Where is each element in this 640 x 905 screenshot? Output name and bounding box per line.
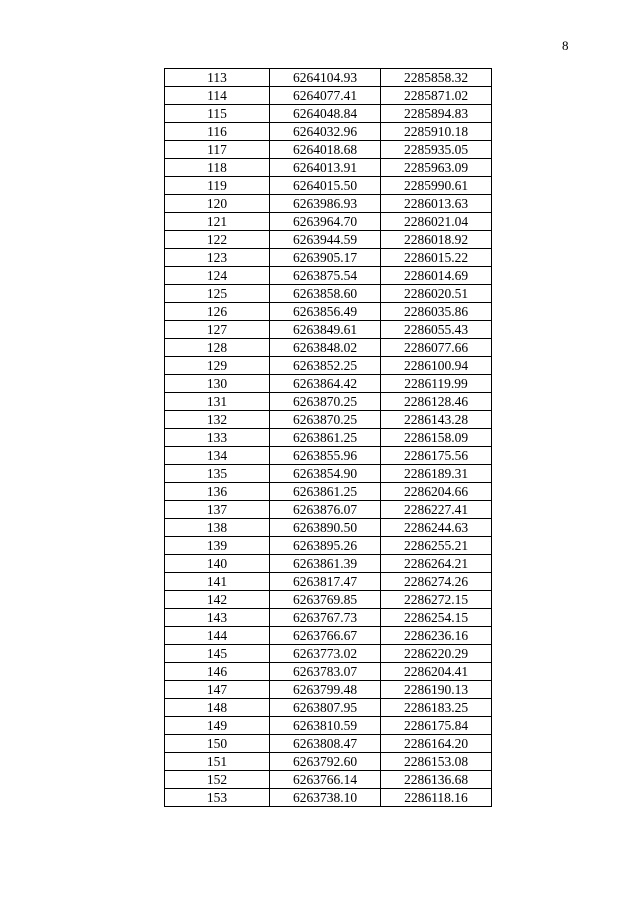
point-number-cell: 143 [165, 609, 270, 627]
table-row [165, 231, 492, 249]
point-number-cell: 151 [165, 753, 270, 771]
point-number-cell: 140 [165, 555, 270, 573]
x-coordinate-cell: 6264015.50 [270, 177, 381, 195]
table-row [165, 87, 492, 105]
point-number-cell: 121 [165, 213, 270, 231]
table-row [165, 123, 492, 141]
y-coordinate-cell: 2286164.20 [381, 735, 492, 753]
y-coordinate-cell: 2285894.83 [381, 105, 492, 123]
x-coordinate-cell: 6263769.85 [270, 591, 381, 609]
table-row [165, 321, 492, 339]
y-coordinate-cell: 2286055.43 [381, 321, 492, 339]
point-number-cell: 116 [165, 123, 270, 141]
table-row [165, 789, 492, 807]
y-coordinate-cell: 2286153.08 [381, 753, 492, 771]
x-coordinate-cell: 6263876.07 [270, 501, 381, 519]
table-row [165, 717, 492, 735]
x-coordinate-cell: 6263767.73 [270, 609, 381, 627]
table-row [165, 627, 492, 645]
point-number-cell: 126 [165, 303, 270, 321]
x-coordinate-cell: 6263766.67 [270, 627, 381, 645]
y-coordinate-cell: 2285963.09 [381, 159, 492, 177]
point-number-cell: 142 [165, 591, 270, 609]
point-number-cell: 117 [165, 141, 270, 159]
table-row [165, 465, 492, 483]
y-coordinate-cell: 2286014.69 [381, 267, 492, 285]
table-row [165, 681, 492, 699]
x-coordinate-cell: 6263890.50 [270, 519, 381, 537]
y-coordinate-cell: 2286272.15 [381, 591, 492, 609]
point-number-cell: 141 [165, 573, 270, 591]
x-coordinate-cell: 6264032.96 [270, 123, 381, 141]
x-coordinate-cell: 6263799.48 [270, 681, 381, 699]
point-number-cell: 119 [165, 177, 270, 195]
table-row [165, 609, 492, 627]
point-number-cell: 138 [165, 519, 270, 537]
point-number-cell: 147 [165, 681, 270, 699]
y-coordinate-cell: 2286274.26 [381, 573, 492, 591]
table-row [165, 537, 492, 555]
y-coordinate-cell: 2286204.66 [381, 483, 492, 501]
table-row [165, 591, 492, 609]
y-coordinate-cell: 2286118.16 [381, 789, 492, 807]
x-coordinate-cell: 6263895.26 [270, 537, 381, 555]
y-coordinate-cell: 2286255.21 [381, 537, 492, 555]
y-coordinate-cell: 2286254.15 [381, 609, 492, 627]
table-row [165, 303, 492, 321]
y-coordinate-cell: 2286175.56 [381, 447, 492, 465]
table-row [165, 771, 492, 789]
x-coordinate-cell: 6263810.59 [270, 717, 381, 735]
point-number-cell: 120 [165, 195, 270, 213]
y-coordinate-cell: 2286158.09 [381, 429, 492, 447]
table-row [165, 483, 492, 501]
table-row [165, 393, 492, 411]
table-row [165, 249, 492, 267]
table-row [165, 555, 492, 573]
point-number-cell: 115 [165, 105, 270, 123]
y-coordinate-cell: 2285871.02 [381, 87, 492, 105]
x-coordinate-cell: 6264048.84 [270, 105, 381, 123]
y-coordinate-cell: 2286035.86 [381, 303, 492, 321]
x-coordinate-cell: 6263870.25 [270, 411, 381, 429]
table-row [165, 285, 492, 303]
y-coordinate-cell: 2286100.94 [381, 357, 492, 375]
y-coordinate-cell: 2285910.18 [381, 123, 492, 141]
table-row [165, 411, 492, 429]
x-coordinate-cell: 6263986.93 [270, 195, 381, 213]
coordinates-table [164, 68, 492, 807]
point-number-cell: 144 [165, 627, 270, 645]
x-coordinate-cell: 6263944.59 [270, 231, 381, 249]
point-number-cell: 125 [165, 285, 270, 303]
x-coordinate-cell: 6264077.41 [270, 87, 381, 105]
point-number-cell: 134 [165, 447, 270, 465]
table-row [165, 429, 492, 447]
table-row [165, 573, 492, 591]
y-coordinate-cell: 2286136.68 [381, 771, 492, 789]
x-coordinate-cell: 6263964.70 [270, 213, 381, 231]
y-coordinate-cell: 2286244.63 [381, 519, 492, 537]
table-row [165, 501, 492, 519]
point-number-cell: 127 [165, 321, 270, 339]
y-coordinate-cell: 2286189.31 [381, 465, 492, 483]
table-row [165, 177, 492, 195]
table-row [165, 105, 492, 123]
y-coordinate-cell: 2286143.28 [381, 411, 492, 429]
y-coordinate-cell: 2286128.46 [381, 393, 492, 411]
point-number-cell: 128 [165, 339, 270, 357]
x-coordinate-cell: 6264018.68 [270, 141, 381, 159]
point-number-cell: 118 [165, 159, 270, 177]
point-number-cell: 153 [165, 789, 270, 807]
table-row [165, 519, 492, 537]
page-number: 8 [562, 38, 569, 53]
x-coordinate-cell: 6263766.14 [270, 771, 381, 789]
point-number-cell: 145 [165, 645, 270, 663]
table-row [165, 195, 492, 213]
point-number-cell: 135 [165, 465, 270, 483]
table-row [165, 159, 492, 177]
table-row [165, 699, 492, 717]
table-row [165, 645, 492, 663]
y-coordinate-cell: 2286264.21 [381, 555, 492, 573]
point-number-cell: 146 [165, 663, 270, 681]
y-coordinate-cell: 2286175.84 [381, 717, 492, 735]
table-row [165, 339, 492, 357]
y-coordinate-cell: 2286018.92 [381, 231, 492, 249]
x-coordinate-cell: 6263875.54 [270, 267, 381, 285]
x-coordinate-cell: 6263738.10 [270, 789, 381, 807]
x-coordinate-cell: 6263870.25 [270, 393, 381, 411]
point-number-cell: 124 [165, 267, 270, 285]
point-number-cell: 129 [165, 357, 270, 375]
x-coordinate-cell: 6263808.47 [270, 735, 381, 753]
y-coordinate-cell: 2286190.13 [381, 681, 492, 699]
y-coordinate-cell: 2286013.63 [381, 195, 492, 213]
x-coordinate-cell: 6263856.49 [270, 303, 381, 321]
x-coordinate-cell: 6263817.47 [270, 573, 381, 591]
point-number-cell: 137 [165, 501, 270, 519]
y-coordinate-cell: 2286236.16 [381, 627, 492, 645]
point-number-cell: 114 [165, 87, 270, 105]
point-number-cell: 133 [165, 429, 270, 447]
table-row [165, 753, 492, 771]
x-coordinate-cell: 6263792.60 [270, 753, 381, 771]
y-coordinate-cell: 2285858.32 [381, 69, 492, 87]
table-row [165, 375, 492, 393]
x-coordinate-cell: 6263864.42 [270, 375, 381, 393]
y-coordinate-cell: 2285935.05 [381, 141, 492, 159]
x-coordinate-cell: 6263848.02 [270, 339, 381, 357]
x-coordinate-cell: 6263854.90 [270, 465, 381, 483]
point-number-cell: 123 [165, 249, 270, 267]
y-coordinate-cell: 2286204.41 [381, 663, 492, 681]
y-coordinate-cell: 2286183.25 [381, 699, 492, 717]
point-number-cell: 130 [165, 375, 270, 393]
x-coordinate-cell: 6263861.25 [270, 483, 381, 501]
point-number-cell: 139 [165, 537, 270, 555]
point-number-cell: 136 [165, 483, 270, 501]
x-coordinate-cell: 6263861.39 [270, 555, 381, 573]
coordinates-table-body [165, 69, 492, 807]
point-number-cell: 152 [165, 771, 270, 789]
y-coordinate-cell: 2286020.51 [381, 285, 492, 303]
x-coordinate-cell: 6263861.25 [270, 429, 381, 447]
x-coordinate-cell: 6263905.17 [270, 249, 381, 267]
point-number-cell: 131 [165, 393, 270, 411]
x-coordinate-cell: 6263849.61 [270, 321, 381, 339]
point-number-cell: 149 [165, 717, 270, 735]
y-coordinate-cell: 2286220.29 [381, 645, 492, 663]
y-coordinate-cell: 2286077.66 [381, 339, 492, 357]
point-number-cell: 148 [165, 699, 270, 717]
y-coordinate-cell: 2285990.61 [381, 177, 492, 195]
y-coordinate-cell: 2286021.04 [381, 213, 492, 231]
point-number-cell: 122 [165, 231, 270, 249]
y-coordinate-cell: 2286119.99 [381, 375, 492, 393]
x-coordinate-cell: 6263858.60 [270, 285, 381, 303]
table-row [165, 735, 492, 753]
x-coordinate-cell: 6263783.07 [270, 663, 381, 681]
x-coordinate-cell: 6263855.96 [270, 447, 381, 465]
y-coordinate-cell: 2286015.22 [381, 249, 492, 267]
table-row [165, 663, 492, 681]
table-row [165, 213, 492, 231]
x-coordinate-cell: 6263807.95 [270, 699, 381, 717]
x-coordinate-cell: 6263852.25 [270, 357, 381, 375]
table-row [165, 447, 492, 465]
x-coordinate-cell: 6264104.93 [270, 69, 381, 87]
table-row [165, 69, 492, 87]
point-number-cell: 132 [165, 411, 270, 429]
point-number-cell: 150 [165, 735, 270, 753]
x-coordinate-cell: 6264013.91 [270, 159, 381, 177]
x-coordinate-cell: 6263773.02 [270, 645, 381, 663]
table-row [165, 141, 492, 159]
table-row [165, 267, 492, 285]
y-coordinate-cell: 2286227.41 [381, 501, 492, 519]
table-row [165, 357, 492, 375]
point-number-cell: 113 [165, 69, 270, 87]
